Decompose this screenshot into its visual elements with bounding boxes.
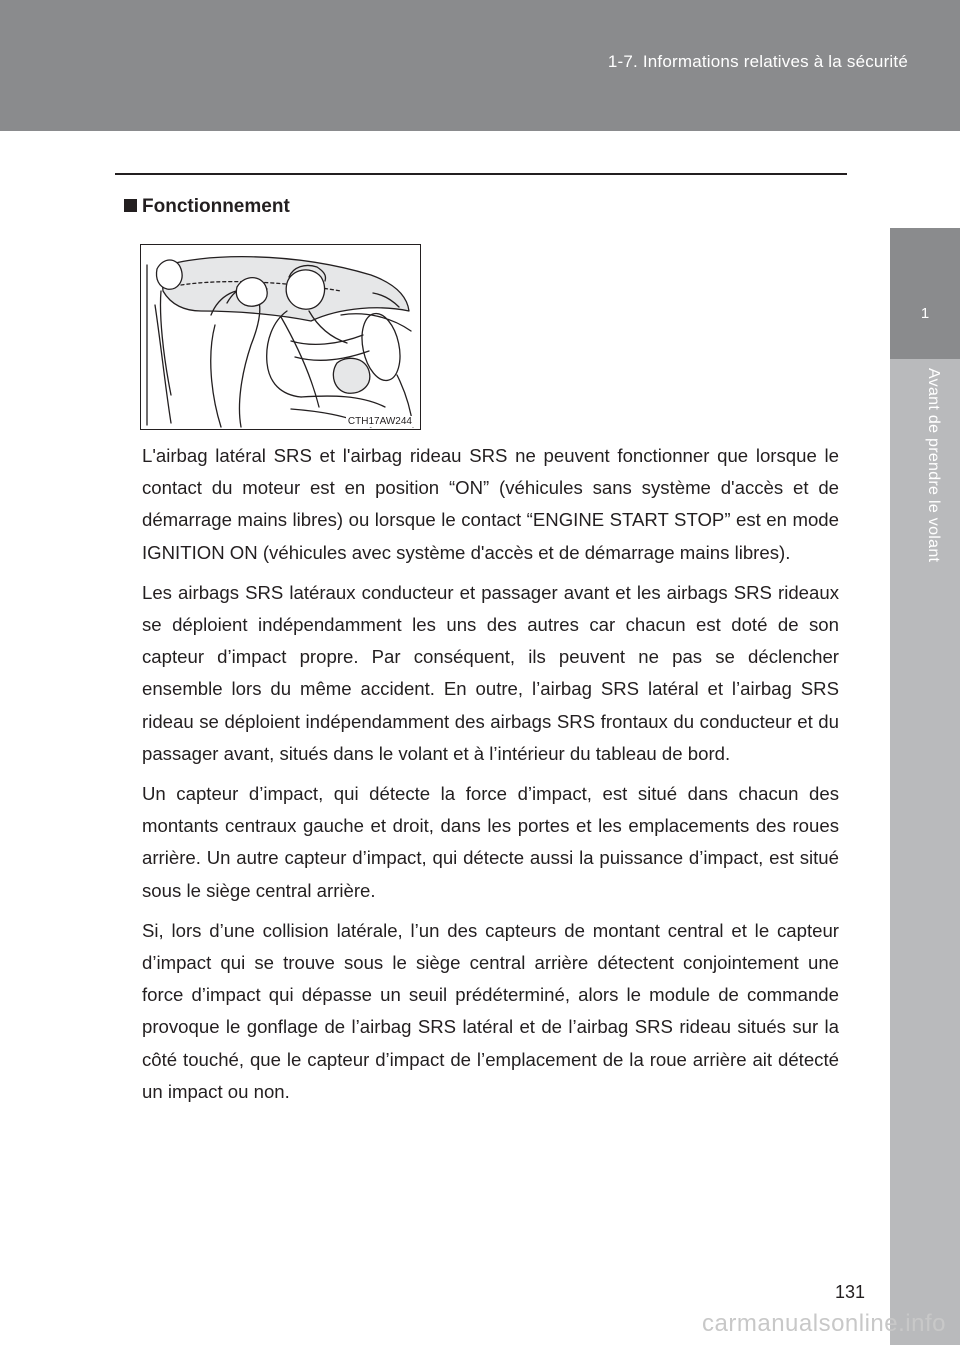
figure-code: CTH17AW244: [347, 416, 412, 427]
paragraph: Si, lors d’une collision latérale, l’un des capteurs de montant central et le capteur d’impact qui se trouve sous le siège central arrière détectent conjointement une force d’impact qui dépasse un seuil prédéterminé, alors le module de commande provoque le gonflage de l’airbag SRS latéral et de l’airbag SRS rideau situés sur la côté touché, que le capteur d’impact de l’emplacement de la roue arrière ait détecté un impact ou non.: [142, 919, 839, 1102]
page-number: 131: [834, 1282, 866, 1302]
section-title: 1-7. Informations relatives à la sécurité: [607, 52, 908, 71]
square-bullet-icon: [124, 199, 137, 212]
chapter-tab: [890, 228, 960, 359]
chapter-number: 1: [920, 305, 930, 322]
paragraph: Un capteur d’impact, qui détecte la force d’impact, est situé dans chacun des montants centraux gauche et droit, dans les portes et les emplacements des roues arrière. Un autre capteur d’impact, qui détecte aussi la puissance d’impact, est situé sous le siège central arrière.: [142, 783, 839, 901]
chapter-label: Avant de prendre le volant: [925, 368, 942, 563]
paragraph: L'airbag latéral SRS et l'airbag rideau SRS ne peuvent fonctionner que lorsque le contact du moteur est en position “ON” (véhicules sans système d'accès et de démarrage mains libres) ou lorsque le contact “ENGINE START STOP” est en mode IGNITION ON (véhicules avec système d'accès et de démarrage mains libres).: [142, 445, 839, 563]
airbag-illustration-drawing: [141, 245, 420, 429]
body-text: [142, 440, 839, 1116]
section-heading: [124, 196, 290, 218]
airbag-illustration: [140, 244, 421, 430]
section-heading-text: Fonctionnement: [142, 196, 290, 217]
header-rule: [115, 173, 847, 175]
watermark: carmanualsonline.info: [702, 1310, 946, 1337]
paragraph: Les airbags SRS latéraux conducteur et passager avant et les airbags SRS rideaux se déploient indépendamment les uns des autres car chacun est doté de son capteur d’impact propre. Par conséquent, ils peuvent ne pas se déclencher ensemble lors du même accident. En outre, l’airbag SRS latéral et l’airbag SRS rideau se déploient indépendamment des airbags SRS frontaux du conducteur et du passager avant, situés dans le volant et à l’intérieur du tableau de bord.: [142, 581, 839, 764]
